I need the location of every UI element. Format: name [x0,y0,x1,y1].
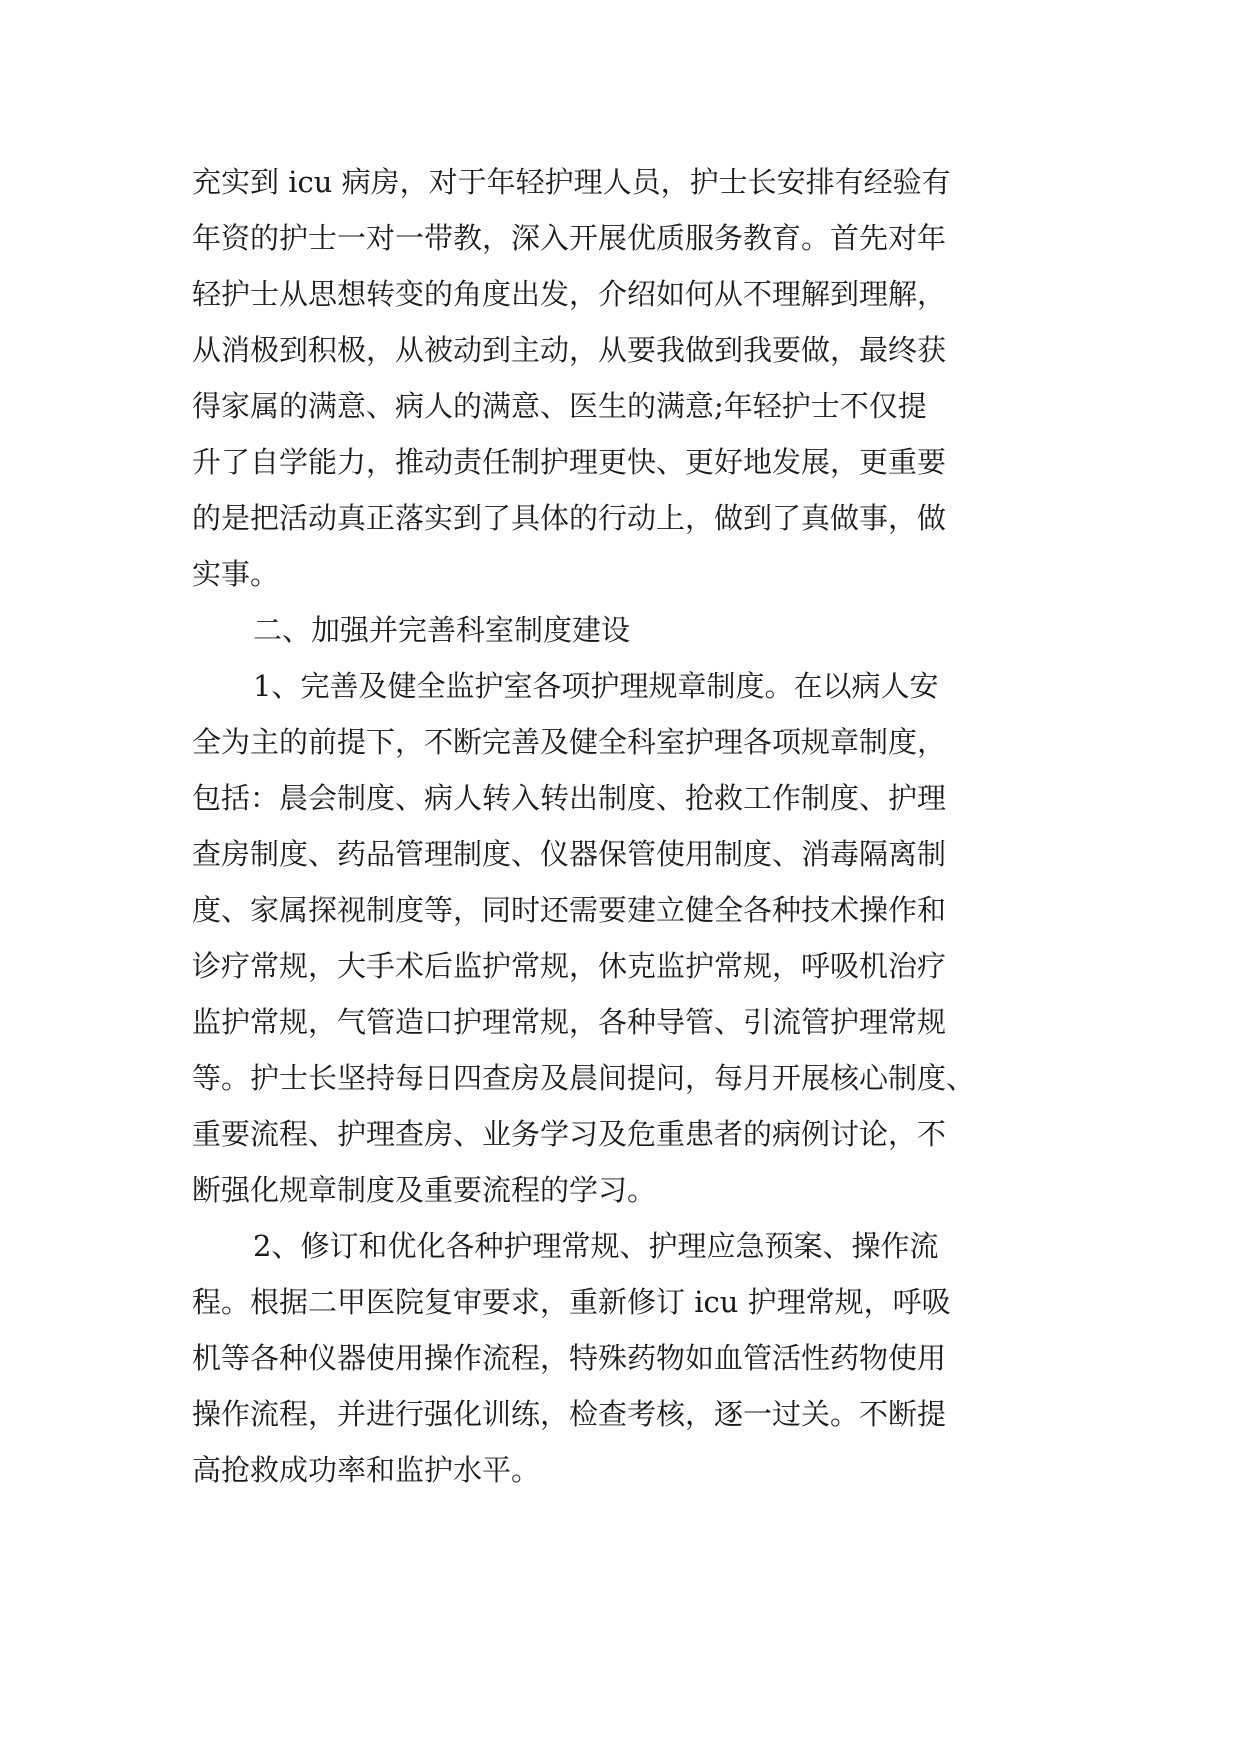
text-line: 高抢救成功率和监护水平。 [192,1453,541,1487]
text-line: 充实到 icu 病房，对于年轻护理人员，护士长安排有经验有 [192,165,951,199]
text-line: 监护常规，气管造口护理常规，各种导管、引流管护理常规 [192,1005,947,1039]
text-line: 查房制度、药品管理制度、仪器保管使用制度、消毒隔离制 [192,837,947,871]
text-line: 机等各种仪器使用操作流程，特殊药物如血管活性药物使用 [192,1341,947,1375]
text-line: 重要流程、护理查房、业务学习及危重患者的病例讨论，不 [192,1117,947,1151]
text-line: 得家属的满意、病人的满意、医生的满意;年轻护士不仅提 [192,389,927,423]
text-line: 操作流程，并进行强化训练，检查考核，逐一过关。不断提 [192,1397,947,1431]
text-line: 2、修订和优化各种护理常规、护理应急预案、操作流 [253,1229,939,1263]
section-heading: 二、加强并完善科室制度建设 [253,613,631,647]
text-line: 断强化规章制度及重要流程的学习。 [192,1173,657,1207]
text-line: 的是把活动真正落实到了具体的行动上，做到了真做事，做 [192,501,947,535]
text-line: 实事。 [192,557,280,591]
text-line: 升了自学能力，推动责任制护理更快、更好地发展，更重要 [192,445,947,479]
text-line: 年资的护士一对一带教，深入开展优质服务教育。首先对年 [192,221,947,255]
text-line: 诊疗常规，大手术后监护常规，休克监护常规，呼吸机治疗 [192,949,947,983]
text-line: 度、家属探视制度等，同时还需要建立健全各种技术操作和 [192,893,947,927]
text-line: 全为主的前提下，不断完善及健全科室护理各项规章制度， [192,725,947,759]
text-line: 1、完善及健全监护室各项护理规章制度。在以病人安 [253,669,939,703]
text-line: 包括：晨会制度、病人转入转出制度、抢救工作制度、护理 [192,781,947,815]
text-line: 等。护士长坚持每日四查房及晨间提问，每月开展核心制度、 [192,1061,976,1095]
text-line: 程。根据二甲医院复审要求，重新修订 icu 护理常规，呼吸 [192,1285,951,1319]
text-line: 从消极到积极，从被动到主动，从要我做到我要做，最终获 [192,333,947,367]
text-line: 轻护士从思想转变的角度出发，介绍如何从不理解到理解， [192,277,947,311]
